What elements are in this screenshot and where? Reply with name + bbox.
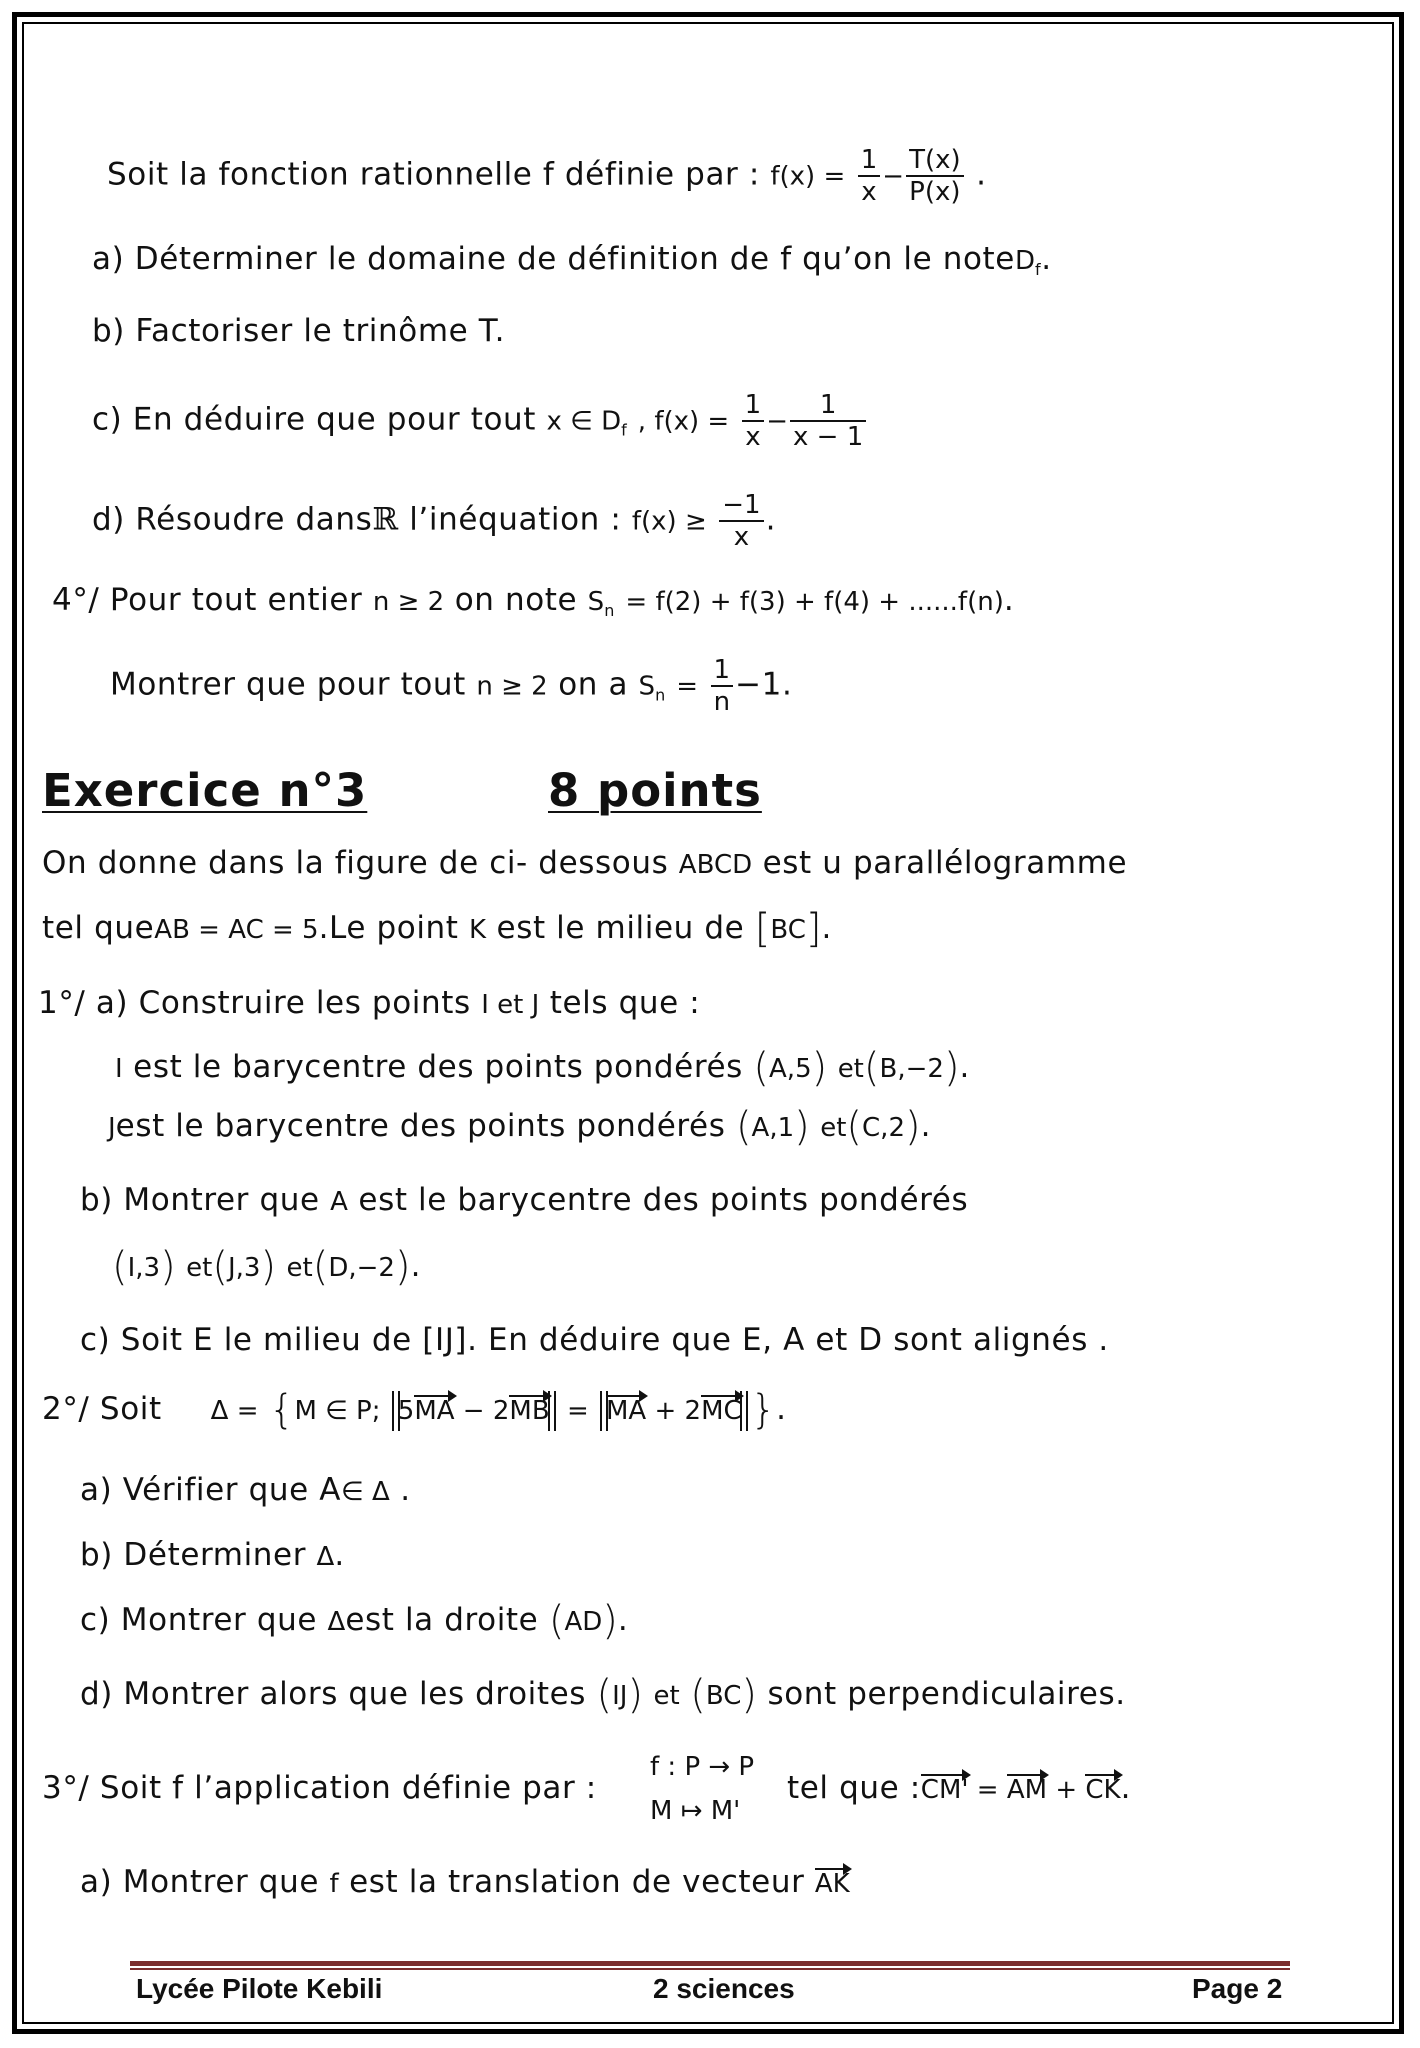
ex3-point-j: Jest le barycentre des points pondérés (A,1) et(C,2). <box>108 1104 932 1150</box>
ex3-q3-map: f : P → P M ↦ M' <box>650 1752 755 1826</box>
fraction-c-2: $\frac{1}{x - 1}$ <box>790 390 866 452</box>
function-definition-line: Soit la fonction rationnelle f définie par : f(x) = $\frac{1}{x}$ − $\frac{T(x)}{P(x)}$ . <box>107 145 987 207</box>
ex3-q1c: c) Soit E le milieu de [IJ]. En déduire que E, A et D sont alignés . <box>80 1322 1109 1358</box>
footer-page-number: Page 2 <box>1192 1973 1283 2004</box>
question-d-inequality: d) Résoudre dansℝ l’inéquation : f(x) ≥ $\frac{-1}{x}$ . <box>92 490 777 552</box>
fraction-t-over-p: $\frac{T(x)}{P(x)}$ <box>906 145 964 207</box>
ex3-q2a: a) Vérifier que A∈ Δ . <box>80 1472 411 1508</box>
exercise-points: 8 points <box>548 764 762 817</box>
fraction-1-over-n: $\frac{1}{n}$ <box>711 655 734 717</box>
ex3-q2b: b) Déterminer Δ. <box>80 1537 345 1573</box>
ex3-q2-set: 2°/ Soit Δ = {M ∈ P; 5MA − 2MB = MA + 2MC }. <box>42 1387 787 1433</box>
fraction-c-1: $\frac{1}{x}$ <box>742 390 765 452</box>
ex3-q1b-points: (I,3) et(J,3) et(D,−2). <box>112 1244 422 1290</box>
ex3-q1b: b) Montrer que A est le barycentre des points pondérés <box>80 1182 969 1218</box>
footer-school: Lycée Pilote Kebili <box>136 1973 383 2004</box>
fraction-d: $\frac{-1}{x}$ <box>719 490 763 552</box>
ex3-q2d: d) Montrer alors que les droites (IJ) et (BC) sont perpendiculaires. <box>80 1672 1126 1718</box>
ex3-intro-line2: tel queAB = AC = 5.Le point K est le milieu de [BC]. <box>42 906 832 952</box>
footer-class: 2 sciences <box>653 1973 795 2004</box>
ex3-q3: 3°/ Soit f l’application définie par : <box>42 1770 597 1806</box>
exercise-title: Exercice n°3 <box>42 764 368 817</box>
ex3-q2c: c) Montrer que Δest la droite (AD). <box>80 1598 629 1644</box>
ex3-q1a: 1°/ a) Construire les points I et J tels que : <box>38 985 701 1021</box>
footer-rule <box>130 1961 1290 1966</box>
question-a-domain: a) Déterminer le domaine de définition de f qu’on le noteDf. <box>92 241 1052 279</box>
question-4-show: Montrer que pour tout n ≥ 2 on a Sn = $\frac{1}{n}$ −1. <box>110 655 793 717</box>
ex3-intro-line1: On donne dans la figure de ci- dessous ABCD est u parallélogramme <box>42 845 1128 881</box>
footer-rule-thin <box>130 1968 1290 1970</box>
ex3-q3a: a) Montrer que f est la translation de vecteur AK <box>80 1864 850 1900</box>
question-4-sum: 4°/ Pour tout entier n ≥ 2 on note Sn = f(2) + f(3) + f(4) + ......f(n). <box>52 582 1015 620</box>
ex3-point-i: I est le barycentre des points pondérés (A,5) et(B,−2). <box>115 1045 971 1091</box>
fraction-1-over-x: $\frac{1}{x}$ <box>858 145 881 207</box>
ex3-q3-relation: tel que :CM' = AM + CK. <box>787 1770 1132 1806</box>
question-c-deduce: c) En déduire que pour tout x ∈ Df , f(x) = $\frac{1}{x}$ − $\frac{1}{x - 1}$ <box>92 390 868 452</box>
question-b-factor: b) Factoriser le trinôme T. <box>92 313 506 349</box>
